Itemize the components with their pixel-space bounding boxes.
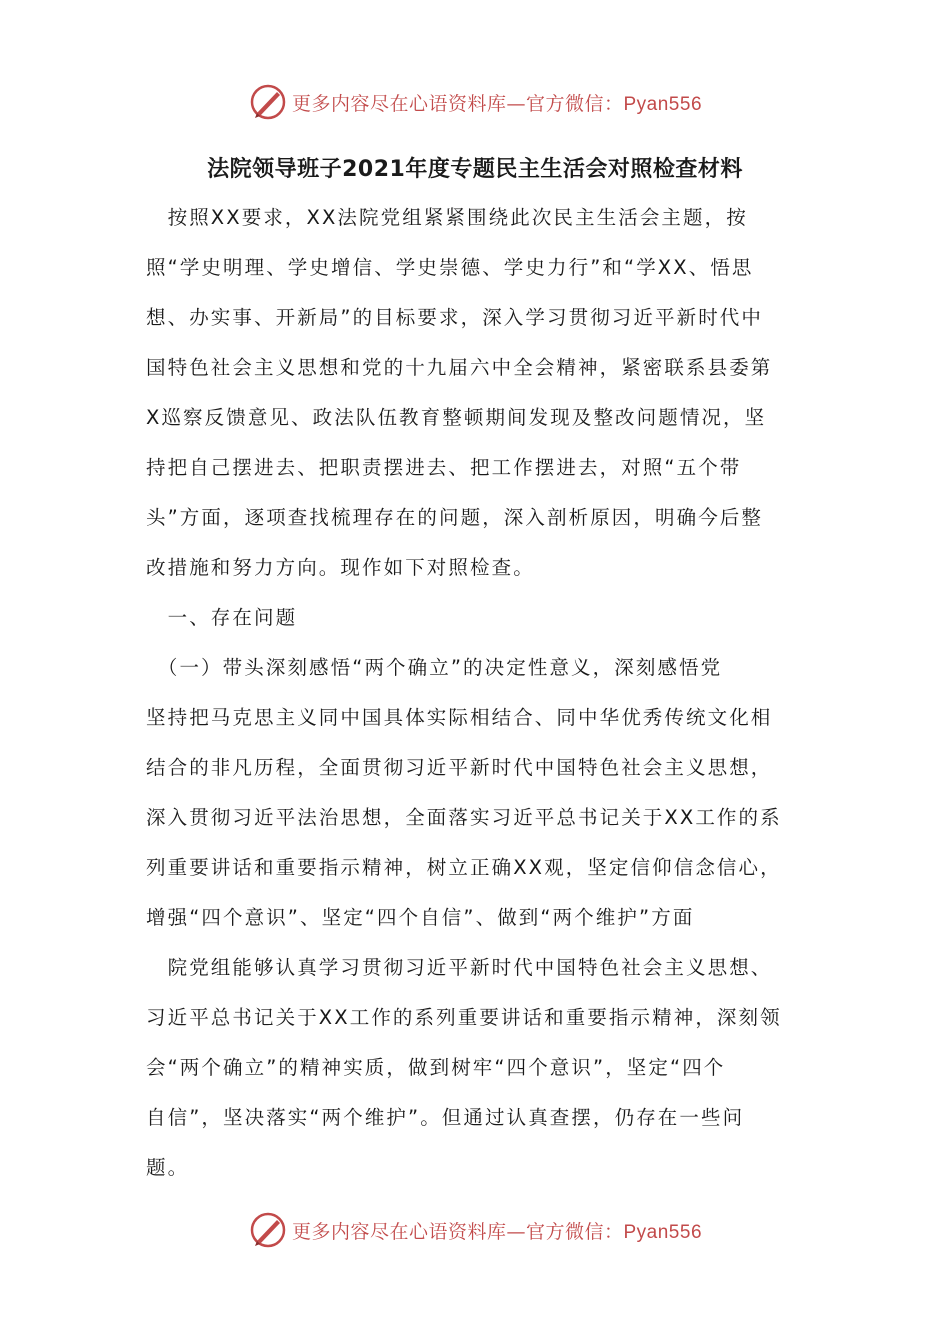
header-banner xyxy=(0,80,950,124)
paragraph-line: 照“学史明理、学史增信、学史崇德、学史力行”和“学XX、悟思 xyxy=(146,256,754,279)
subsection-line: 结合的非凡历程，全面贯彻习近平新时代中国特色社会主义思想， xyxy=(146,756,773,779)
banner-account: Pyan556 xyxy=(623,93,703,115)
subsection-line: 增强“四个意识”、坚定“四个自信”、做到“两个维护”方面 xyxy=(146,906,695,929)
pen-logo-icon xyxy=(248,82,288,122)
section-heading: 一、存在问题 xyxy=(146,606,298,629)
footer-banner xyxy=(0,1208,950,1252)
banner-text xyxy=(292,1217,702,1244)
paragraph-line: 习近平总书记关于XX工作的系列重要讲话和重要指示精神，深刻领 xyxy=(146,1006,782,1029)
subsection-line: （一）带头深刻感悟“两个确立”的决定性意义，深刻感悟党 xyxy=(146,656,723,679)
paragraph-line: 国特色社会主义思想和党的十九届六中全会精神，紧密联系县委第 xyxy=(146,356,773,379)
pen-logo-icon xyxy=(248,1210,288,1250)
paragraph-line: 改措施和努力方向。现作如下对照检查。 xyxy=(146,556,535,579)
paragraph-line: 自信”，坚决落实“两个维护”。但通过认真查摆，仍存在一些问 xyxy=(146,1106,745,1129)
banner-account: Pyan556 xyxy=(623,1221,703,1243)
paragraph-line: 持把自己摆进去、把职责摆进去、把工作摆进去，对照“五个带 xyxy=(146,456,742,479)
banner-text xyxy=(292,89,702,116)
subsection-line: 坚持把马克思主义同中国具体实际相结合、同中华优秀传统文化相 xyxy=(146,706,773,729)
document-title: 法院领导班子2021年度专题民主生活会对照检查材料 xyxy=(207,157,743,182)
paragraph-line: 按照XX要求，XX法院党组紧紧围绕此次民主生活会主题，按 xyxy=(146,206,748,229)
paragraph-line: 题。 xyxy=(146,1156,190,1179)
subsection-line: 列重要讲话和重要指示精神，树立正确XX观，坚定信仰信念信心， xyxy=(146,856,782,879)
banner-prefix: 更多内容尽在心语资料库—官方微信： xyxy=(291,92,624,115)
subsection-line: 深入贯彻习近平法治思想，全面落实习近平总书记关于XX工作的系 xyxy=(146,806,782,829)
paragraph-line: 院党组能够认真学习贯彻习近平新时代中国特色社会主义思想、 xyxy=(146,956,773,979)
paragraph-line: 会“两个确立”的精神实质，做到树牢“四个意识”，坚定“四个 xyxy=(146,1056,726,1079)
paragraph-line: 想、办实事、开新局”的目标要求，深入学习贯彻习近平新时代中 xyxy=(146,306,764,329)
paragraph-line: 头”方面，逐项查找梳理存在的问题，深入剖析原因，明确今后整 xyxy=(146,506,764,529)
paragraph-line: X巡察反馈意见、政法队伍教育整顿期间发现及整改问题情况，坚 xyxy=(146,406,767,429)
banner-prefix: 更多内容尽在心语资料库—官方微信： xyxy=(291,1220,624,1243)
